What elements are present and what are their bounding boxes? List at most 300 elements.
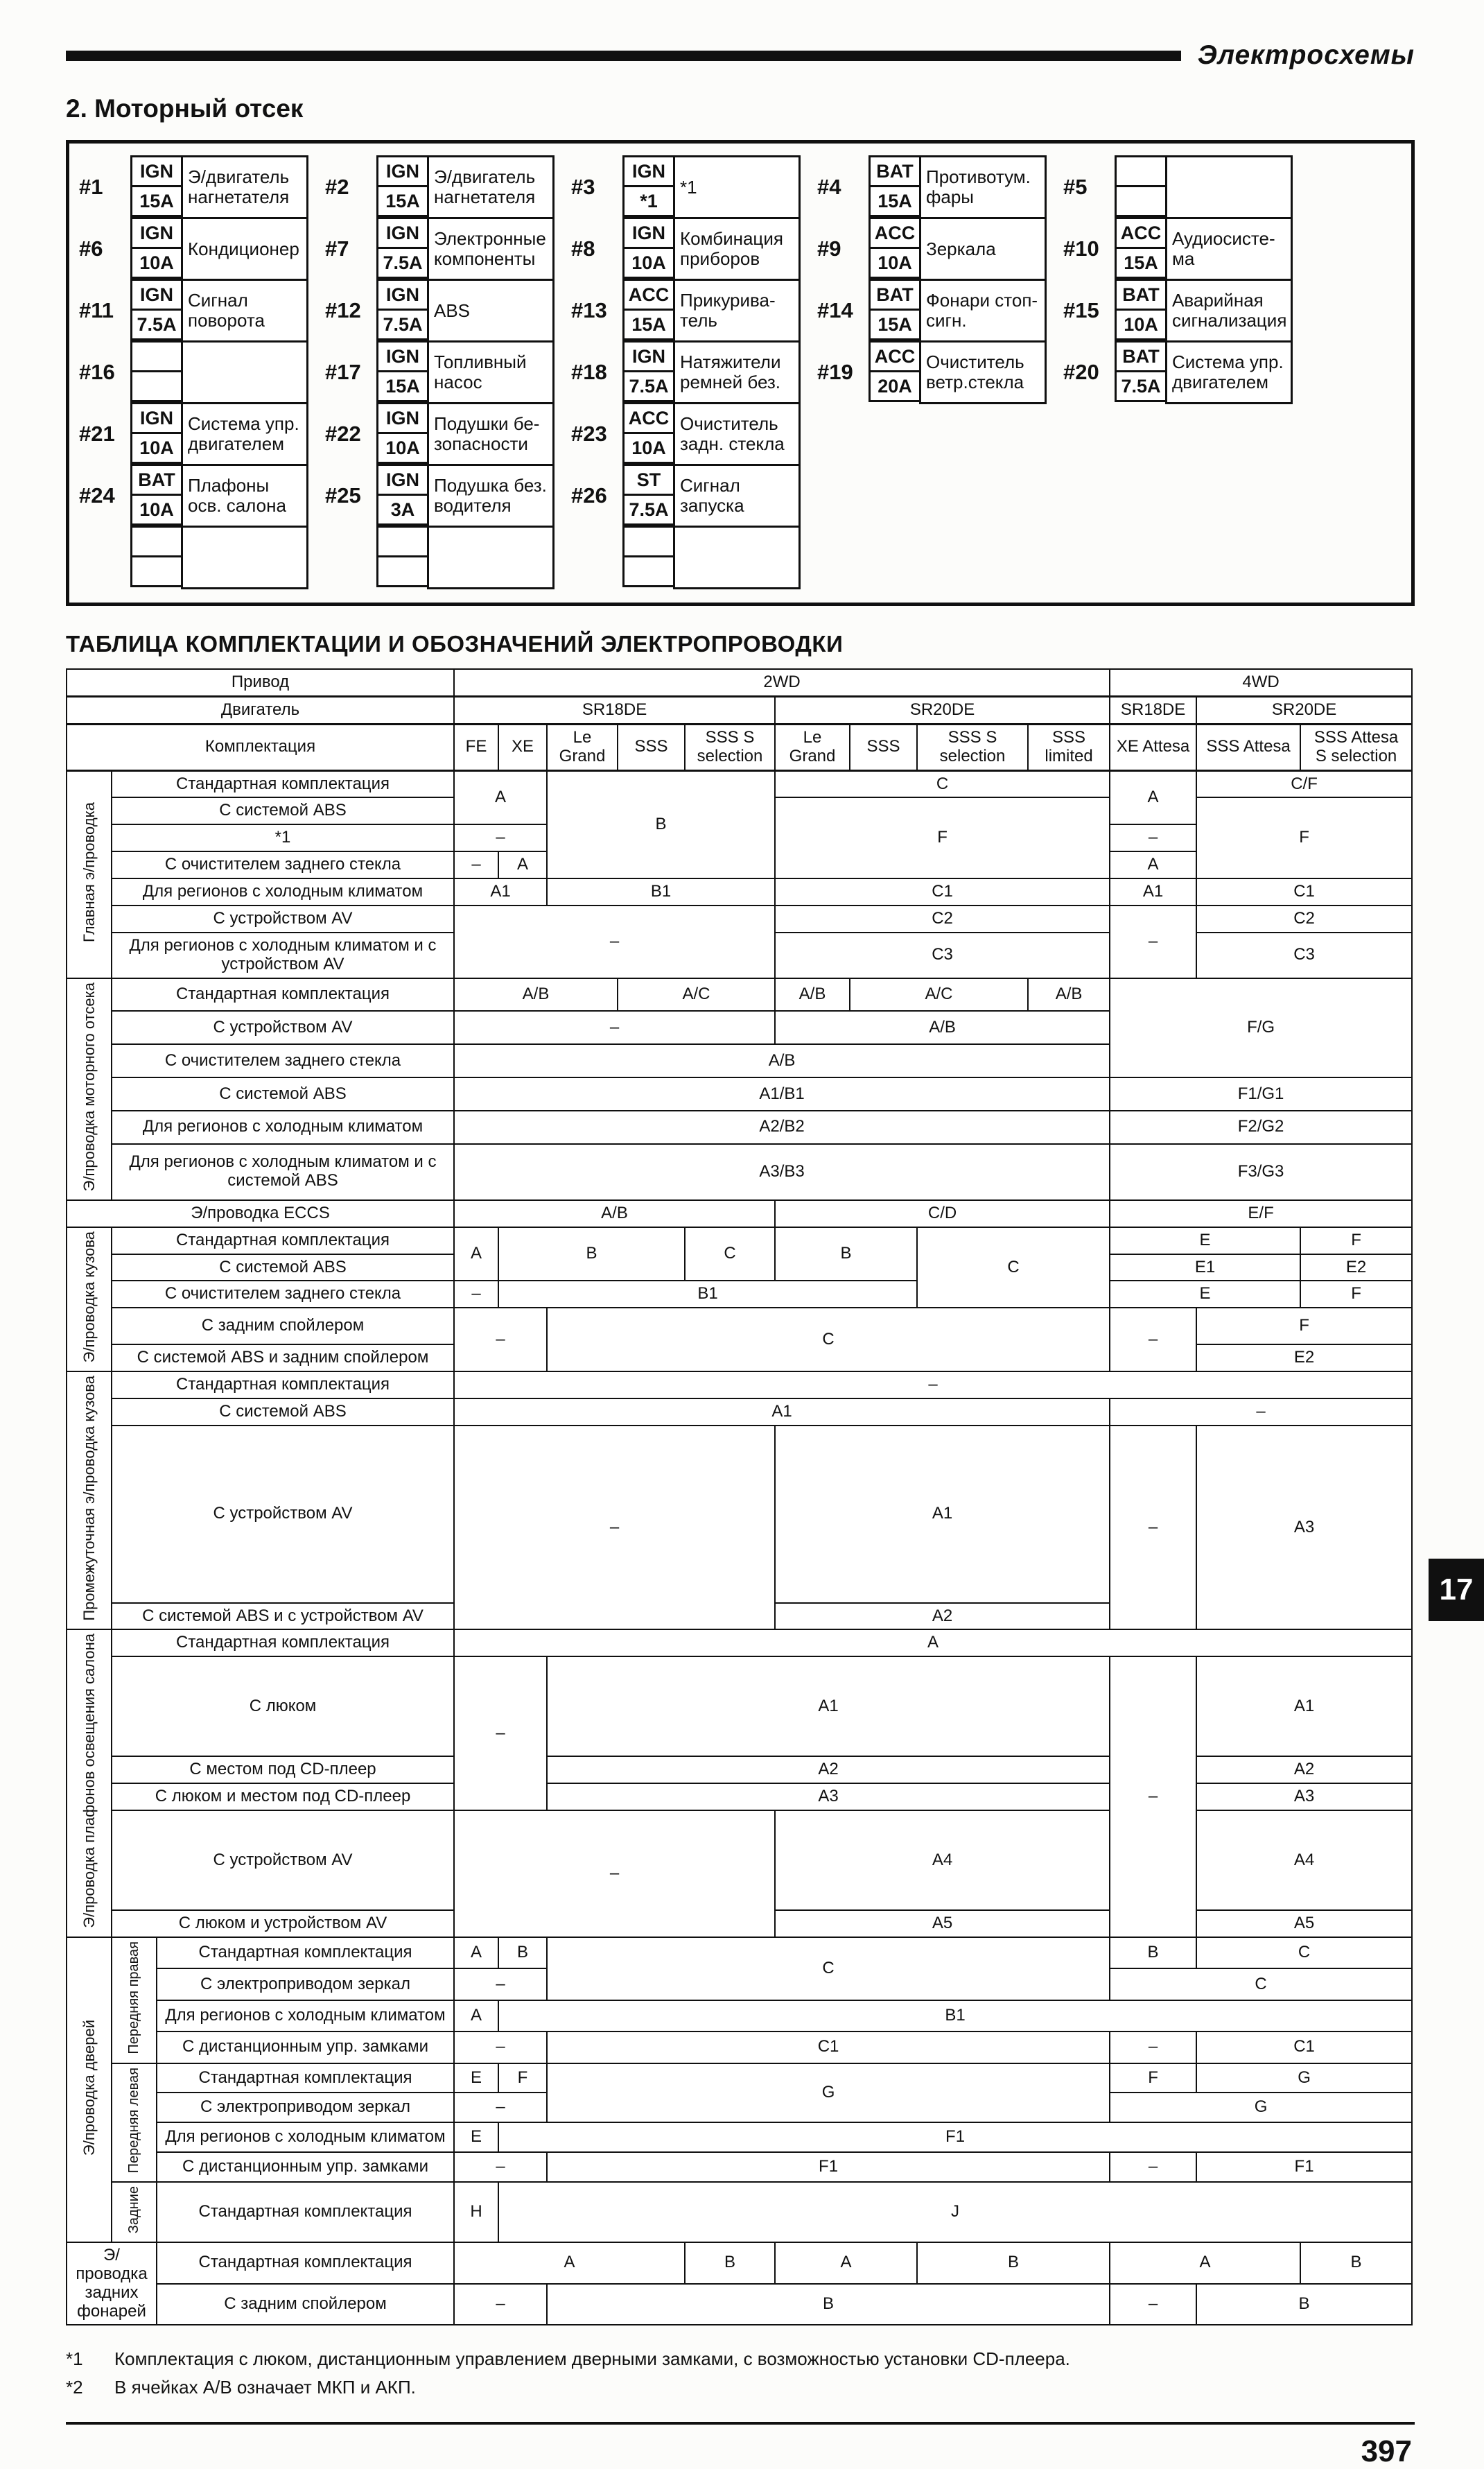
table-value-cell: B — [498, 1227, 685, 1281]
table-row — [67, 1783, 1412, 1810]
fuse-empty-slot — [571, 526, 801, 589]
fuse-amperage — [130, 555, 183, 587]
table-row-label: Стандартная комплектация — [112, 978, 454, 1012]
fuse-amperage: 10A — [1115, 309, 1167, 340]
fuse-type: IGN — [622, 155, 675, 187]
table-row — [67, 2284, 1412, 2325]
table-value-cell: C3 — [775, 933, 1110, 978]
page-number: 397 — [1361, 2434, 1412, 2469]
fuse-amperage: 15A — [868, 185, 921, 217]
fuse-amperage: *1 — [622, 185, 675, 217]
table-value-cell: – — [454, 1308, 547, 1371]
fuse-type-amp — [376, 340, 429, 404]
table-row-label: Привод — [67, 669, 454, 696]
fuse-9 — [817, 217, 1047, 281]
table-value-cell: F1 — [547, 2152, 1110, 2182]
table-value-cell: B1 — [498, 1281, 917, 1308]
table-value-cell: F1 — [1196, 2152, 1412, 2182]
table-value-cell: – — [454, 1810, 775, 1937]
fuse-description: Фонари стоп-сигн. — [919, 279, 1047, 343]
fuse-number: #4 — [817, 175, 841, 199]
fuse-amperage: 10A — [130, 494, 183, 526]
fuse-number: #3 — [571, 175, 595, 199]
table-value-cell: B — [1196, 2284, 1412, 2325]
table-value-cell: F3/G3 — [1110, 1144, 1412, 1200]
page-header — [66, 40, 1415, 71]
fuse-amperage: 10A — [130, 247, 183, 279]
fuse-type-amp — [868, 279, 921, 343]
table-row — [67, 1281, 1412, 1308]
table-value-cell: FE — [454, 724, 498, 770]
fuse-number: #18 — [571, 360, 607, 384]
table-row-label: *1 — [112, 824, 454, 851]
table-row-label: Для регионов с холодным климатом — [112, 1111, 454, 1144]
table-row-label: Стандартная комплектация — [157, 2242, 454, 2284]
table-value-cell: A3/B3 — [454, 1144, 1110, 1200]
table-value-cell: C1 — [1196, 2031, 1412, 2063]
table-value-cell: – — [1110, 1426, 1196, 1630]
fuse-type-amp — [130, 464, 183, 528]
fuse-column-4 — [817, 157, 1047, 594]
fuse-empty-slot — [79, 526, 308, 589]
table-row-label: С дистанционным упр. замками — [157, 2152, 454, 2182]
fuse-type-amp — [130, 279, 183, 343]
table-value-cell: – — [454, 2284, 547, 2325]
fuse-amperage — [1115, 185, 1167, 217]
table-value-cell: – — [1110, 1398, 1412, 1426]
table-value-cell: A2 — [775, 1603, 1110, 1630]
table-value-cell: A — [1110, 770, 1196, 824]
fuse-amperage — [376, 555, 429, 587]
fuse-type-amp — [622, 402, 675, 466]
fuse-type-amp — [622, 279, 675, 343]
table-row-label: Для регионов с холодным климатом и с системой ABS — [112, 1144, 454, 1200]
fuse-amperage: 10A — [622, 247, 675, 279]
table-value-cell: G — [1110, 2093, 1412, 2122]
table-row-label: Стандартная комплектация — [157, 1937, 454, 1968]
table-section-label — [67, 978, 112, 1200]
table-row — [67, 1810, 1412, 1910]
fuse-type-amp — [868, 217, 921, 281]
table-value-cell: B — [1300, 2242, 1412, 2284]
table-row-label: С очистителем заднего стекла — [112, 1044, 454, 1077]
fuse-amperage — [130, 370, 183, 402]
fuse-12 — [325, 279, 555, 343]
table-value-cell: 4WD — [1110, 669, 1412, 696]
table-value-cell: SSS limited — [1028, 724, 1110, 770]
fuse-number: #25 — [325, 483, 361, 508]
fuse-23 — [571, 402, 801, 466]
table-row-label: С задним спойлером — [157, 2284, 454, 2325]
fuse-26 — [571, 464, 801, 528]
fuse-type-amp — [1115, 155, 1167, 219]
fuse-15 — [1063, 279, 1293, 343]
table-section-label: Э/проводка задних фонарей — [67, 2242, 157, 2325]
fuse-type: IGN — [130, 402, 183, 434]
table-value-cell: F/G — [1110, 978, 1412, 1078]
fuse-type: IGN — [376, 340, 429, 372]
fuse-type-amp — [130, 155, 183, 219]
table-value-cell: SSS Attesa S selection — [1300, 724, 1412, 770]
table-value-cell: A/B — [454, 1044, 1110, 1077]
page-header-title: Электросхемы — [1197, 40, 1415, 70]
table-value-cell: H — [454, 2182, 498, 2242]
fuse-number: #21 — [79, 422, 115, 446]
table-value-cell: A — [454, 770, 547, 824]
fuse-description: Подушки бе- зопасности — [427, 402, 555, 466]
fuse-type-amp — [130, 340, 183, 404]
table-value-cell: F — [1300, 1227, 1412, 1254]
table-value-cell: F — [1110, 2063, 1196, 2093]
fuse-type: BAT — [1115, 279, 1167, 311]
table-value-cell: F1 — [498, 2122, 1412, 2152]
table-value-cell: A3 — [1196, 1426, 1412, 1630]
table-row — [67, 669, 1412, 696]
fuse-description: Э/двигатель нагнетателя — [427, 155, 555, 219]
table-row — [67, 1227, 1412, 1254]
table-row — [67, 1629, 1412, 1656]
header-rule — [66, 51, 1181, 61]
fuse-6 — [79, 217, 308, 281]
fuse-2 — [325, 155, 555, 219]
footnote-mark: *2 — [66, 2376, 83, 2398]
fuse-type-amp — [130, 402, 183, 466]
table-value-cell: C — [1196, 1937, 1412, 1968]
fuse-number: #24 — [79, 483, 115, 508]
fuse-amperage: 10A — [622, 432, 675, 464]
fuse-description: Прикурива- тель — [673, 279, 801, 343]
table-row — [67, 1111, 1412, 1144]
fuse-number: #15 — [1063, 298, 1099, 322]
table-value-cell: E — [454, 2063, 498, 2093]
table-section-label — [112, 2063, 157, 2182]
table-value-cell: SSS S selection — [685, 724, 775, 770]
fuse-5 — [1063, 155, 1293, 219]
table-value-cell: E — [1110, 1281, 1300, 1308]
fuse-21 — [79, 402, 308, 466]
table-value-cell: A/B — [775, 1011, 1110, 1044]
fuse-number: #8 — [571, 236, 595, 261]
fuse-type-amp — [868, 155, 921, 219]
fuse-description — [673, 526, 801, 589]
table-value-cell: A — [498, 851, 547, 878]
fuse-type-amp — [622, 217, 675, 281]
table-value-cell: B — [547, 770, 775, 878]
table-value-cell: C/F — [1196, 770, 1412, 797]
rotated-text: Э/проводка дверей — [80, 2019, 98, 2156]
fuse-description: Аварийная сигнализация — [1165, 279, 1293, 343]
table-value-cell: J — [498, 2182, 1412, 2242]
table-value-cell: A2 — [547, 1756, 1110, 1783]
fuse-type: IGN — [622, 217, 675, 249]
table-row-label: С люком — [112, 1656, 454, 1756]
table-value-cell: – — [454, 2152, 547, 2182]
fuse-type: ACC — [868, 217, 921, 249]
table-row — [67, 2182, 1412, 2242]
table-value-cell: B — [498, 1937, 547, 1968]
fuse-box-diagram — [66, 140, 1415, 606]
fuse-number — [79, 526, 130, 589]
table-row-label: С задним спойлером — [112, 1308, 454, 1344]
table-value-cell: – — [454, 1968, 547, 2000]
fuse-description: Аудиосисте- ма — [1165, 217, 1293, 281]
footnotes — [66, 2345, 1415, 2401]
table-row — [67, 1756, 1412, 1783]
table-value-cell: F — [498, 2063, 547, 2093]
fuse-description: Топливный насос — [427, 340, 555, 404]
fuse-description: Очиститель ветр.стекла — [919, 340, 1047, 404]
chapter-tab: 17 — [1429, 1559, 1484, 1621]
table-value-cell: A — [454, 1629, 1412, 1656]
fuse-description: Э/двигатель нагнетателя — [181, 155, 308, 219]
fuse-type: ACC — [622, 402, 675, 434]
fuse-amperage: 7.5A — [130, 309, 183, 340]
table-row — [67, 1656, 1412, 1756]
fuse-number: #1 — [79, 175, 103, 199]
fuse-22 — [325, 402, 555, 466]
table-value-cell: SR18DE — [1110, 696, 1196, 724]
table-value-cell: – — [454, 906, 775, 978]
fuse-type — [130, 526, 183, 557]
table-value-cell: A1 — [547, 1656, 1110, 1756]
table-row-label: Двигатель — [67, 696, 454, 724]
table-row — [67, 1308, 1412, 1344]
table-row-label: Для регионов с холодным климатом — [157, 2122, 454, 2152]
table-row — [67, 724, 1412, 770]
table-row — [67, 2242, 1412, 2284]
table-row-label: Стандартная комплектация — [112, 1629, 454, 1656]
fuse-number: #26 — [571, 483, 607, 508]
fuse-type-amp — [130, 217, 183, 281]
fuse-description: Система упр. двигателем — [1165, 340, 1293, 404]
fuse-amperage: 15A — [376, 185, 429, 217]
table-value-cell: A1 — [454, 1398, 1110, 1426]
fuse-type: ACC — [868, 340, 921, 372]
table-value-cell: A — [1110, 851, 1196, 878]
table-value-cell: C — [917, 1227, 1110, 1308]
fuse-type: IGN — [376, 464, 429, 496]
table-row-label: С электроприводом зеркал — [157, 1968, 454, 2000]
table-value-cell: A — [1110, 2242, 1300, 2284]
table-row-label: С устройством AV — [112, 1426, 454, 1603]
table-value-cell: SSS S selection — [917, 724, 1028, 770]
table-row-label: С системой ABS — [112, 797, 454, 824]
fuse-type: BAT — [868, 279, 921, 311]
rotated-text: Главная э/проводка — [80, 802, 98, 942]
table-value-cell: A/C — [618, 978, 775, 1012]
table-row-label: С устройством AV — [112, 1011, 454, 1044]
table-value-cell: – — [1110, 2152, 1196, 2182]
table-row-label: С системой ABS и задним спойлером — [112, 1344, 454, 1371]
fuse-number: #7 — [325, 236, 349, 261]
table-value-cell: E1 — [1110, 1254, 1300, 1281]
table-value-cell: C1 — [775, 878, 1110, 906]
fuse-8 — [571, 217, 801, 281]
table-row-label: С устройством AV — [112, 906, 454, 933]
footnote-text: В ячейках А/В означает МКП и АКП. — [114, 2376, 416, 2398]
table-value-cell: A — [454, 2242, 685, 2284]
table-row — [67, 2063, 1412, 2093]
fuse-type-amp — [622, 464, 675, 528]
table-value-cell: C1 — [547, 2031, 1110, 2063]
fuse-type-amp — [376, 464, 429, 528]
table-row-label: С системой ABS — [112, 1077, 454, 1111]
footer-rule — [66, 2422, 1415, 2425]
fuse-7 — [325, 217, 555, 281]
table-value-cell: B — [775, 1227, 917, 1281]
table-value-cell: F — [775, 797, 1110, 878]
table-value-cell: SSS Attesa — [1196, 724, 1300, 770]
fuse-description — [427, 526, 555, 589]
fuse-18 — [571, 340, 801, 404]
table-value-cell: A4 — [1196, 1810, 1412, 1910]
fuse-type: ST — [622, 464, 675, 496]
table-value-cell: F1/G1 — [1110, 1077, 1412, 1111]
table-value-cell: A5 — [1196, 1910, 1412, 1937]
rotated-text: Э/проводка моторного отсека — [80, 982, 98, 1191]
fuse-number: #13 — [571, 298, 607, 322]
fuse-type-amp — [868, 340, 921, 404]
table-value-cell: – — [454, 2031, 547, 2063]
table-row — [67, 1937, 1412, 1968]
table-value-cell: B — [685, 2242, 775, 2284]
fuse-description — [1165, 155, 1293, 219]
fuse-type — [376, 526, 429, 557]
fuse-number: #9 — [817, 236, 841, 261]
fuse-25 — [325, 464, 555, 528]
table-row-label: Для регионов с холодным климатом и с устройством AV — [112, 933, 454, 978]
fuse-description: Сигнал запуска — [673, 464, 801, 528]
fuse-type-amp — [622, 155, 675, 219]
fuse-column-3 — [571, 157, 801, 594]
fuse-amperage: 15A — [622, 309, 675, 340]
table-row-label: С дистанционным упр. замками — [157, 2031, 454, 2063]
fuse-number — [571, 526, 622, 589]
fuse-column-1 — [79, 157, 308, 594]
fuse-type-amp — [1115, 279, 1167, 343]
rotated-text: Передняя правая — [126, 1941, 141, 2054]
table-value-cell: – — [454, 1371, 1412, 1398]
fuse-amperage — [622, 555, 675, 587]
table-value-cell: A — [454, 1937, 498, 1968]
table-value-cell: A3 — [547, 1783, 1110, 1810]
fuse-type-amp — [1115, 340, 1167, 404]
fuse-number: #6 — [79, 236, 103, 261]
table-value-cell: A — [454, 2000, 498, 2031]
fuse-type — [1115, 155, 1167, 187]
table-row-label: Стандартная комплектация — [112, 770, 454, 797]
table-row — [67, 1371, 1412, 1398]
table-value-cell: E2 — [1196, 1344, 1412, 1371]
fuse-description: Натяжители ремней без. — [673, 340, 801, 404]
fuse-24 — [79, 464, 308, 528]
table-row-label: Стандартная комплектация — [112, 1227, 454, 1254]
table-value-cell: – — [1110, 1656, 1196, 1937]
table-row — [67, 1200, 1412, 1227]
table-value-cell: A2/B2 — [454, 1111, 1110, 1144]
table-value-cell: – — [454, 1011, 775, 1044]
fuse-amperage: 7.5A — [376, 309, 429, 340]
fuse-number: #2 — [325, 175, 349, 199]
table-row — [67, 906, 1412, 933]
fuse-type: IGN — [376, 217, 429, 249]
fuse-number: #16 — [79, 360, 115, 384]
fuse-description — [181, 340, 308, 404]
table-value-cell: A1 — [454, 878, 547, 906]
fuse-description: ABS — [427, 279, 555, 343]
table-section-label — [112, 2182, 157, 2242]
fuse-amperage: 7.5A — [622, 370, 675, 402]
fuse-20 — [1063, 340, 1293, 404]
table-row — [67, 1426, 1412, 1603]
fuse-number: #10 — [1063, 236, 1099, 261]
table-section-label — [67, 1227, 112, 1371]
table-value-cell: A/B — [1028, 978, 1110, 1012]
fuse-description: Подушка без. водителя — [427, 464, 555, 528]
table-row-label: С электроприводом зеркал — [157, 2093, 454, 2122]
table-row-label: С системой ABS — [112, 1398, 454, 1426]
table-value-cell: C1 — [1196, 878, 1412, 906]
table-row-label: Э/проводка ECCS — [67, 1200, 454, 1227]
fuse-amperage: 7.5A — [1115, 370, 1167, 402]
fuse-amperage: 7.5A — [376, 247, 429, 279]
fuse-amperage: 10A — [130, 432, 183, 464]
table-section-label — [67, 1937, 112, 2242]
fuse-type-amp — [376, 217, 429, 281]
fuse-19 — [817, 340, 1047, 404]
table-value-cell: A5 — [775, 1910, 1110, 1937]
table-value-cell: – — [454, 851, 498, 878]
table-value-cell: C2 — [1196, 906, 1412, 933]
fuse-description: Система упр. двигателем — [181, 402, 308, 466]
table-value-cell: A — [775, 2242, 917, 2284]
fuse-number: #23 — [571, 422, 607, 446]
rotated-text: Передняя левая — [126, 2067, 141, 2173]
fuse-amperage: 3A — [376, 494, 429, 526]
table-section-label — [67, 1629, 112, 1937]
table-value-cell: – — [1110, 906, 1196, 978]
footnote-mark: *1 — [66, 2348, 83, 2370]
table-row-label: С системой ABS и с устройством AV — [112, 1603, 454, 1630]
fuse-type: IGN — [376, 402, 429, 434]
table-row — [67, 1144, 1412, 1200]
rotated-text: Задние — [126, 2185, 141, 2234]
fuse-description: Комбинация приборов — [673, 217, 801, 281]
table-value-cell: C — [547, 1308, 1110, 1371]
rotated-text: Э/проводка плафонов освещения салона — [80, 1634, 98, 1929]
footnote-text: Комплектация с люком, дистанционным управлением дверными замками, с возможностью установки CD-плеера. — [114, 2348, 1070, 2370]
rotated-text: Э/проводка кузова — [80, 1231, 98, 1363]
fuse-type: BAT — [1115, 340, 1167, 372]
table-value-cell: Le Grand — [547, 724, 618, 770]
table-row — [67, 770, 1412, 797]
table-value-cell: E/F — [1110, 1200, 1412, 1227]
table-row-label: Для регионов с холодным климатом — [157, 2000, 454, 2031]
table-value-cell: A/B — [775, 978, 850, 1012]
fuse-type: BAT — [868, 155, 921, 187]
table-row — [67, 2152, 1412, 2182]
fuse-column-2 — [325, 157, 555, 594]
fuse-type: IGN — [622, 340, 675, 372]
table-value-cell: – — [1110, 1308, 1196, 1371]
fuse-number — [325, 526, 376, 589]
footnote — [66, 2345, 1415, 2373]
fuse-number: #11 — [79, 298, 114, 322]
fuse-17 — [325, 340, 555, 404]
table-row — [67, 2000, 1412, 2031]
table-value-cell: F2/G2 — [1110, 1111, 1412, 1144]
fuse-14 — [817, 279, 1047, 343]
